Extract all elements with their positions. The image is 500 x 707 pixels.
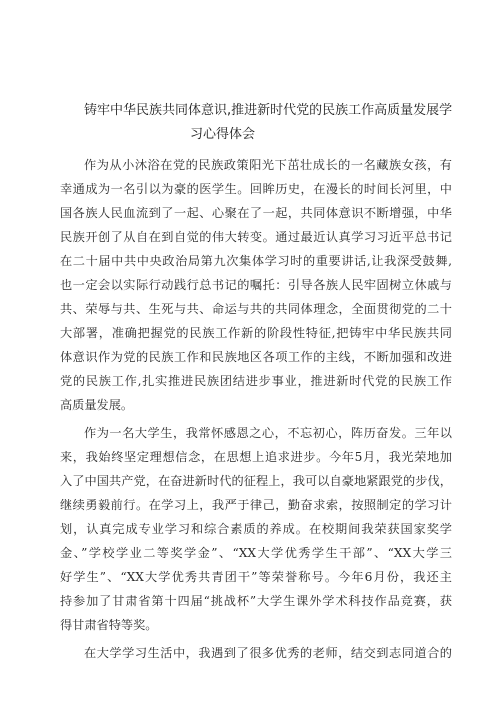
paragraph-2-line-3: 入了中国共产党，在奋进新时代的征程上，我可以自豪地紧跟党的步伐， xyxy=(60,474,452,488)
paragraph-1-line-9: 体意识作为党的民族工作和民族地区各项工作的主线，不断加强和改进 xyxy=(60,350,452,364)
paragraph-2-line-4: 继续勇毅前行。在学习上，我严于律己，勤奋求索，按照制定的学习计 xyxy=(60,498,452,512)
paragraph-2-line-6: 金、”学校学业二等奖学金”、“XX大学优秀学生干部”、“XX大学三 xyxy=(60,546,452,560)
paragraph-1-line-5: 在二十届中共中央政治局第九次集体学习时的重要讲话,让我深受鼓舞, xyxy=(60,254,452,268)
paragraph-2-line-2: 来，我始终坚定理想信念，在思想上追求进步。今年5月，我光荣地加 xyxy=(60,450,452,464)
paragraph-1-line-8: 大部署，准确把握党的民族工作新的阶段性特征,把铸牢中华民族共同 xyxy=(60,326,452,340)
paragraph-2-line-7: 好学生”、“XX大学优秀共青团干”等荣誉称号。今年6月份，我还主 xyxy=(60,570,452,584)
paragraph-2-line-1: 作为一名大学生，我常怀感恩之心，不忘初心，阵历奋发。三年以 xyxy=(84,426,452,440)
paragraph-1-line-7: 共、荣辱与共、生死与共、命运与共的共同体理念，全面贯彻党的二十 xyxy=(60,302,452,316)
paragraph-1-line-1: 作为从小沐浴在党的民族政策阳光下茁壮成长的一名藏族女孩，有 xyxy=(84,158,452,172)
paragraph-1-line-4: 民族开创了从自在到自觉的伟大转变。通过最近认真学习习近平总书记 xyxy=(60,230,452,244)
paragraph-1-line-11: 高质量发展。 xyxy=(60,398,134,412)
document-title-line-2: 习心得体会 xyxy=(190,127,256,142)
paragraph-1-line-10: 党的民族工作,扎实推进民族团结进步事业，推进新时代党的民族工作 xyxy=(60,374,452,388)
paragraph-2-line-9: 得甘肃省特等奖。 xyxy=(60,618,158,632)
document-title-line-1: 铸牢中华民族共同体意识,推进新时代党的民族工作高质量发展学 xyxy=(84,103,453,118)
paragraph-1-line-3: 国各族人民血流到了一起、心聚在了一起，共同体意识不断增强，中华 xyxy=(60,206,452,220)
paragraph-2-line-5: 划，认真完成专业学习和综合素质的养成。在校期间我荣获国家奖学 xyxy=(60,522,452,536)
paragraph-1-line-6: 也一定会以实际行动践行总书记的嘱托：引导各族人民牢固树立休戚与 xyxy=(60,278,452,292)
paragraph-2-line-8: 持参加了甘肃省第十四届“挑战杯”大学生课外学术科技作品竞赛，获 xyxy=(60,594,452,608)
paragraph-3-line-1: 在大学学习生活中，我遇到了很多优秀的老师，结交到志同道合的 xyxy=(84,646,452,660)
paragraph-1-line-2: 幸通成为一名引以为豪的医学生。回眸历史，在漫长的时间长河里，中 xyxy=(60,182,452,196)
